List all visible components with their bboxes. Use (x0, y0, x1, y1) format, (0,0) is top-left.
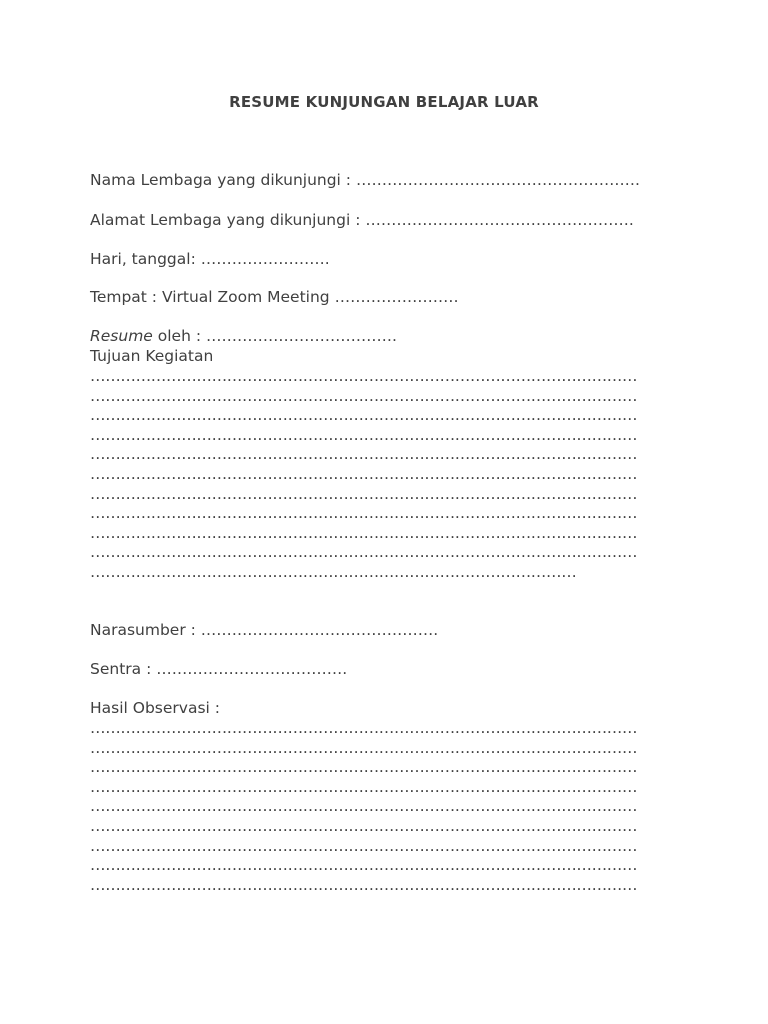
field-narasumber: Narasumber : ………………………………………. (90, 621, 439, 639)
field-sentra: Sentra : ………………………………. (90, 660, 348, 678)
tujuan-dot-lines (90, 367, 680, 583)
dot-line: ……………………………………………………………………………………………… (90, 758, 638, 777)
field-alamat-lembaga: Alamat Lembaga yang dikunjungi : ……………………………………………. (90, 211, 634, 229)
dot-line: ……………………………………………………………………………………………… (90, 367, 638, 385)
resume-oleh-value: oleh : ………………………………. (152, 327, 397, 345)
dot-line: ……………………………………………………………………………………………… (90, 856, 638, 875)
dot-line: ……………………………………………………………………………………………… (90, 875, 638, 894)
tujuan-kegiatan-label: Tujuan Kegiatan (90, 347, 214, 365)
dot-line: ……………………………………………………………………………………………… (90, 719, 638, 737)
dot-line: ……………………………………………………………………………………………… (90, 797, 638, 816)
dot-line: ……………………………………………………………………………………………… (90, 425, 638, 444)
dot-line: ……………………………………………………………………………………………… (90, 504, 638, 523)
resume-italic-label: Resume (90, 327, 153, 345)
dot-line: ……………………………………………………………………………………………… (90, 836, 638, 855)
dot-line: ……………………………………………………………………………………………… (90, 738, 638, 757)
hasil-observasi-label: Hasil Observasi : (90, 699, 220, 717)
dot-line: ……………………………………………………………………………………………… (90, 543, 638, 562)
dot-line: ……………………………………………………………………………………………… (90, 777, 638, 796)
document-title: RESUME KUNJUNGAN BELAJAR LUAR (229, 93, 539, 111)
dot-line: ……………………………………………………………………………………………… (90, 445, 638, 464)
dot-line: ……………………………………………………………………………………………… (90, 406, 638, 425)
field-hari-tanggal: Hari, tanggal: ……………………. (90, 250, 330, 268)
dot-line: ……………………………………………………………………………………………… (90, 386, 638, 405)
field-resume-oleh (90, 326, 397, 346)
dot-line: ……………………………………………………………………………………………… (90, 816, 638, 835)
dot-line: ……………………………………………………………………………………………… (90, 484, 638, 503)
field-nama-lembaga: Nama Lembaga yang dikunjungi : ………………………………………………. (90, 171, 640, 189)
dot-line: ……………………………………………………………………………………………… (90, 464, 638, 483)
dot-line: …………………………………………………………………………………… (90, 562, 577, 581)
field-tempat: Tempat : Virtual Zoom Meeting …………………… (90, 288, 459, 306)
dot-line: ……………………………………………………………………………………………… (90, 523, 638, 542)
hasil-dot-lines (90, 719, 680, 895)
